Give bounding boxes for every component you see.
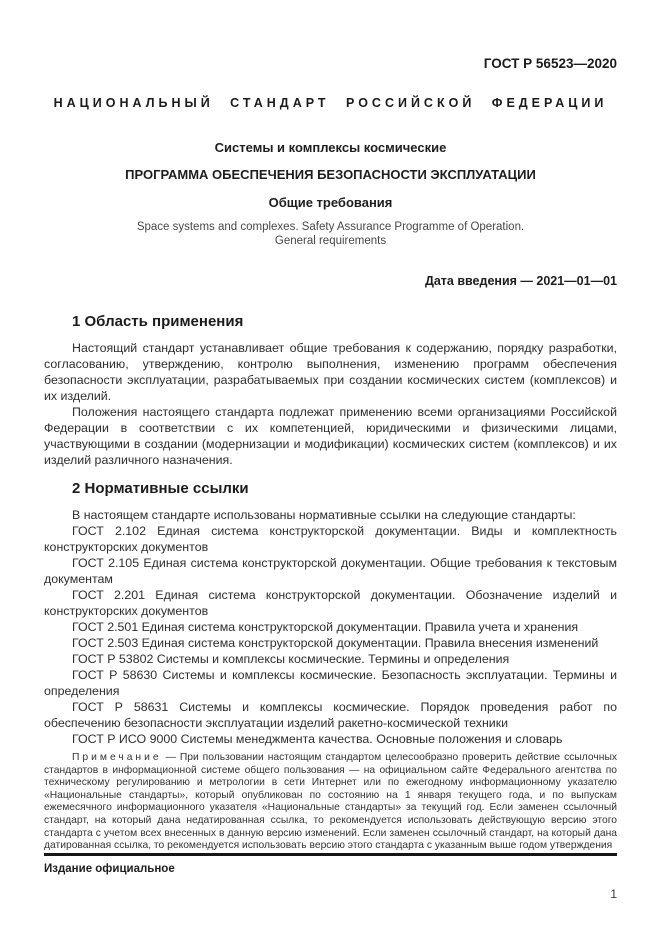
references-note <box>44 752 617 853</box>
doc-number: ГОСТ Р 56523—2020 <box>483 56 617 71</box>
title-english-line2: General requirements <box>274 234 387 247</box>
document-title-english <box>44 221 617 248</box>
note-label: Примечание <box>72 752 162 763</box>
reference-item-2: ГОСТ 2.105 Единая система конструкторской документации. Общие требования к текстовым документам <box>44 556 617 586</box>
page-footer <box>44 853 617 901</box>
effective-date: Дата введения — 2021—01—01 <box>424 274 617 288</box>
reference-item-9: ГОСТ Р ИСО 9000 Системы менеджмента качества. Основные положения и словарь <box>72 732 563 746</box>
reference-item-5: ГОСТ 2.503 Единая система конструкторской документации. Правила внесения изменений <box>72 636 599 650</box>
scope-paragraph-2: Положения настоящего стандарта подлежат применению всеми организациями Российской Федерации в соответствии с их компетенцией, юридическими и физическими лицами, участвующими в создании (модернизации и модификации) космических систем (комплексов) и их изделий различного назначения. <box>44 405 617 467</box>
reference-item-8: ГОСТ Р 58631 Системы и комплексы космические. Порядок проведения работ по обеспечению безопасности эксплуатации изделий ракетно-космической техники <box>44 700 617 730</box>
scope-paragraph-1: Настоящий стандарт устанавливает общие требования к содержанию, порядку разработки, согласованию, утверждению, контролю выполнения, изменению программ обеспечения безопасности эксплуатации, разрабатываемых при создании космических систем (комплексов) и их изделий. <box>44 341 617 403</box>
document-subtitle: Общие требования <box>268 195 393 210</box>
note-text: — При пользовании настоящим стандартом целесообразно проверить действие ссылочных стандартов в информационной системе общего пользования — на официальном сайте Федерального агентства по техническому регулированию и метрологии в сети Интернет или по ежегодному информационному указателю «Национальные стандарты», который опубликован по состоянию на 1 января текущего года, и по выпускам ежемесячного информационного указателя «Национальные стандарты» за текущий год. Если заменен ссылочный стандарт, на который дана недатированная ссылка, то рекомендуется использовать действующую версию этого стандарта с учетом всех внесенных в данную версию изменений. Если заменен ссылочный стандарт, на который дана датированная ссылка, то рекомендуется использовать версию этого стандарта с указанным выше годом утверждения <box>44 752 617 852</box>
section-2-heading: 2 Нормативные ссылки <box>72 480 249 497</box>
title-english-line1: Space systems and complexes. Safety Assurance Programme of Operation. <box>136 221 525 233</box>
section-1-heading: 1 Область применения <box>72 313 244 330</box>
document-title: ПРОГРАММА ОБЕСПЕЧЕНИЯ БЕЗОПАСНОСТИ ЭКСПЛУАТАЦИИ <box>125 167 536 182</box>
reference-item-1: ГОСТ 2.102 Единая система конструкторской документации. Виды и комплектность конструкторских документов <box>44 524 617 554</box>
national-standard-banner: НАЦИОНАЛЬНЫЙ СТАНДАРТ РОССИЙСКОЙ ФЕДЕРАЦИИ <box>53 96 608 110</box>
edition-label: Издание официальное <box>44 862 175 875</box>
reference-item-4: ГОСТ 2.501 Единая система конструкторской документации. Правила учета и хранения <box>72 620 579 634</box>
reference-item-7: ГОСТ Р 58630 Системы и комплексы космические. Безопасность эксплуатации. Термины и определения <box>44 668 617 698</box>
page-number: 1 <box>610 886 617 901</box>
title-subject: Системы и комплексы космические <box>214 140 447 155</box>
references-intro: В настоящем стандарте использованы нормативные ссылки на следующие стандарты: <box>72 508 576 522</box>
footer-rule <box>44 853 617 856</box>
reference-item-6: ГОСТ Р 53802 Системы и комплексы космические. Термины и определения <box>72 652 510 666</box>
reference-item-3: ГОСТ 2.201 Единая система конструкторской документации. Обозначение изделий и конструкторских документов <box>44 588 617 618</box>
